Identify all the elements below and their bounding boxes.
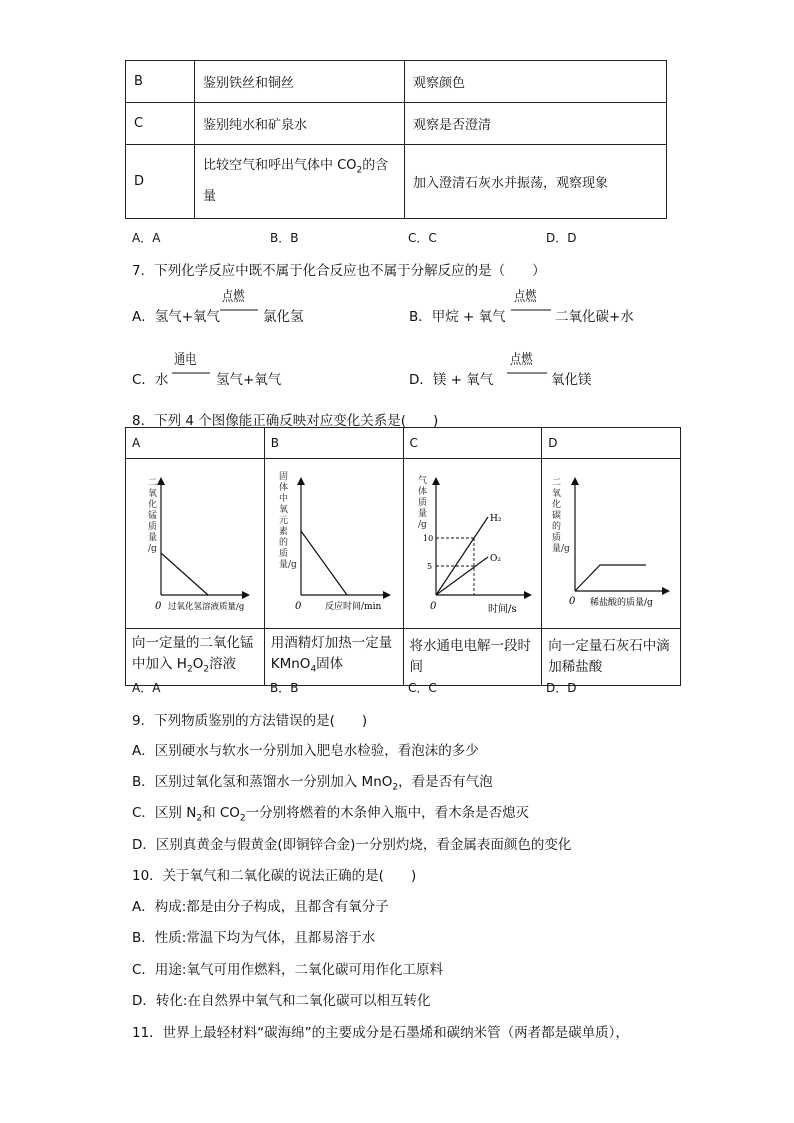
- row-purpose: 鉴别铁丝和铜丝: [195, 61, 405, 103]
- svg-text:氧: 氧: [552, 489, 562, 499]
- choice-a: A．A: [132, 681, 161, 695]
- graph-header-d: D: [542, 428, 681, 459]
- svg-text:中: 中: [278, 494, 288, 504]
- svg-text:/g: /g: [148, 544, 157, 554]
- svg-text:量: 量: [417, 509, 427, 519]
- svg-text:质: 质: [278, 549, 288, 559]
- graph-b: [265, 459, 403, 624]
- q10-option-a: A．构成:都是由分子构成，且都含有氧分子: [132, 899, 389, 915]
- question-9-stem: 9．下列物质鉴别的方法错误的是( ): [132, 713, 368, 729]
- svg-text:的: 的: [278, 538, 288, 548]
- svg-text:量: 量: [148, 533, 158, 543]
- graph-header-c: C: [403, 428, 542, 459]
- choice-c: C．C: [408, 231, 437, 245]
- graph-a-ylabel: [148, 478, 157, 554]
- answer-table: [125, 60, 667, 219]
- graph-c-ylabel: [418, 474, 427, 530]
- question-7-stem: 7．下列化学反应中既不属于化合反应也不属于分解反应的是（ ）: [132, 263, 546, 279]
- q7-option-c: C．水: [132, 372, 169, 388]
- graph-header-a: A: [126, 428, 265, 459]
- graph-a-curve: [161, 553, 208, 595]
- svg-text:质: 质: [552, 533, 562, 543]
- row-label: C: [126, 103, 195, 145]
- svg-text:化: 化: [148, 500, 158, 510]
- row-purpose: 比较空气和呼出气体中 $CO_2$的含 量: [195, 145, 405, 219]
- x-axis-arrow-icon: [662, 587, 670, 595]
- reaction-arrow-icon: [220, 306, 260, 314]
- table-row: [126, 103, 667, 145]
- choice-d: D．D: [546, 231, 577, 245]
- svg-text:量/g: 量/g: [278, 560, 297, 570]
- svg-text:体: 体: [417, 487, 427, 497]
- graph-table: [125, 427, 681, 686]
- table-row: [126, 145, 667, 219]
- reaction-condition: 点燃: [514, 289, 537, 305]
- q7-option-c-product: 氢气+氧气: [216, 372, 282, 388]
- svg-text:锰: 锰: [148, 511, 158, 521]
- choice-d: D．D: [546, 681, 577, 695]
- y-axis-arrow-icon: [157, 477, 165, 485]
- graph-c-xlabel: 时间/s: [487, 604, 517, 615]
- graph-c: [404, 459, 542, 624]
- y-axis-arrow-icon: [297, 477, 305, 485]
- svg-text:二: 二: [552, 478, 562, 488]
- q7-option-b: B．甲烷 + 氧气: [409, 309, 506, 325]
- svg-text:体: 体: [278, 483, 288, 493]
- q7-option-d-product: 氧化镁: [551, 372, 592, 388]
- graph-c-tick-lo: 5: [426, 562, 432, 571]
- graph-c-origin: 0: [429, 601, 436, 612]
- svg-text:固: 固: [278, 472, 288, 482]
- graph-d-curve: [575, 565, 646, 591]
- svg-text:化: 化: [552, 500, 562, 510]
- graph-b-caption: 用酒精灯加热一定量 KMnO$_4$固体: [264, 629, 403, 686]
- svg-text:的: 的: [552, 522, 562, 532]
- y-axis-arrow-icon: [432, 477, 440, 485]
- graph-c-series-o2: O₂: [489, 554, 501, 564]
- svg-text:碳: 碳: [552, 511, 562, 521]
- graph-a-cell: [126, 459, 265, 629]
- choice-b: B．B: [270, 231, 299, 245]
- table-row: [126, 459, 681, 629]
- svg-text:气: 气: [417, 476, 427, 486]
- graph-d: [542, 459, 680, 624]
- choice-a: A．A: [132, 231, 161, 245]
- q9-option-a: A．区别硬水与软水一分别加入肥皂水检验，看泡沫的多少: [132, 743, 479, 759]
- q7-option-a: A．氢气+氧气: [132, 309, 221, 325]
- row-method: 加入澄清石灰水并振荡，观察现象: [405, 145, 667, 219]
- graph-b-ylabel: [279, 471, 297, 570]
- q9-option-b: B．区别过氧化氢和蒸馏水一分别加入 MnO$_2$，看是否有气泡: [132, 774, 493, 793]
- svg-text:质: 质: [148, 522, 158, 532]
- reaction-arrow-icon: [172, 369, 212, 377]
- table-row: [126, 61, 667, 103]
- svg-text:氧: 氧: [278, 505, 288, 515]
- choice-b: B．B: [270, 681, 299, 695]
- q9-option-d: D．区别真黄金与假黄金(即铜锌合金)一分别灼烧，看金属表面颜色的变化: [132, 837, 572, 853]
- graph-b-origin: 0: [294, 601, 302, 612]
- graph-d-origin: 0: [569, 596, 576, 607]
- graph-c-h2-line: [436, 517, 488, 595]
- svg-text:量/g: 量/g: [552, 544, 571, 554]
- question-10-stem: 10．关于氧气和二氧化碳的说法正确的是( ): [132, 868, 417, 884]
- reaction-arrow-icon: [511, 306, 553, 314]
- graph-b-xlabel: 反应时间/min: [324, 602, 381, 612]
- graph-a-origin: 0: [155, 601, 162, 612]
- reaction-condition: 点燃: [222, 289, 245, 305]
- x-axis-arrow-icon: [242, 591, 250, 599]
- graph-d-ylabel: [552, 478, 570, 554]
- graph-a-caption: 向一定量的二氧化锰中加入 $H_2O_2$溶液: [126, 629, 265, 686]
- graph-b-cell: [264, 459, 403, 629]
- svg-text:二: 二: [148, 478, 158, 488]
- reaction-condition: 点燃: [510, 352, 533, 368]
- graph-c-series-h2: H₂: [489, 514, 501, 524]
- q9-option-c: C．区别 $N_2$和 $CO_2$一分别将燃着的木条伸入瓶中，看木条是否熄灭: [132, 805, 530, 824]
- row-method: 观察颜色: [405, 61, 667, 103]
- question-11-stem: 11．世界上最轻材料“碳海绵”的主要成分是石墨烯和碳纳米管（两者都是碳单质），: [132, 1025, 629, 1041]
- q7-option-d: D．镁 + 氧气: [409, 372, 494, 388]
- graph-a-xlabel: 过氧化氢溶液质量/g: [168, 602, 245, 612]
- q10-option-d: D．转化:在自然界中氧气和二氧化碳可以相互转化: [132, 993, 431, 1009]
- svg-text:氧: 氧: [148, 489, 158, 499]
- graph-d-cell: [542, 459, 681, 629]
- x-axis-arrow-icon: [524, 591, 532, 599]
- x-axis-arrow-icon: [383, 591, 391, 599]
- graph-c-tick-hi: 10: [422, 534, 433, 543]
- svg-text:素: 素: [278, 527, 288, 537]
- question-8-stem: 8．下列 4 个图像能正确反映对应变化关系是( ): [132, 413, 439, 429]
- row-label: D: [126, 145, 195, 219]
- graph-c-o2-line: [436, 557, 488, 595]
- q7-option-a-product: 氯化氢: [263, 309, 304, 325]
- q7-option-b-product: 二氧化碳+水: [555, 309, 634, 325]
- choice-c: C．C: [408, 681, 437, 695]
- row-purpose: 鉴别纯水和矿泉水: [195, 103, 405, 145]
- svg-text:质: 质: [417, 498, 427, 508]
- table-row: [126, 428, 681, 459]
- reaction-arrow-icon: [507, 369, 549, 377]
- row-method: 观察是否澄清: [405, 103, 667, 145]
- graph-c-caption: 将水通电电解一段时间: [403, 629, 542, 686]
- y-axis-arrow-icon: [571, 477, 579, 485]
- q10-option-b: B．性质:常温下均为气体，且都易溶于水: [132, 930, 376, 946]
- graph-header-b: B: [264, 428, 403, 459]
- q10-option-c: C．用途:氧气可用作燃料，二氧化碳可用作化工原料: [132, 962, 443, 978]
- table-row: [126, 629, 681, 686]
- svg-text:元: 元: [278, 516, 288, 526]
- graph-a: [126, 459, 264, 624]
- graph-c-cell: [403, 459, 542, 629]
- graph-d-xlabel: 稀盐酸的质量/g: [590, 598, 654, 608]
- row-label: B: [126, 61, 195, 103]
- graph-d-caption: 向一定量石灰石中滴加稀盐酸: [542, 629, 681, 686]
- svg-text:/g: /g: [417, 520, 427, 530]
- graph-b-curve: [301, 531, 347, 595]
- reaction-condition: 通电: [174, 352, 197, 368]
